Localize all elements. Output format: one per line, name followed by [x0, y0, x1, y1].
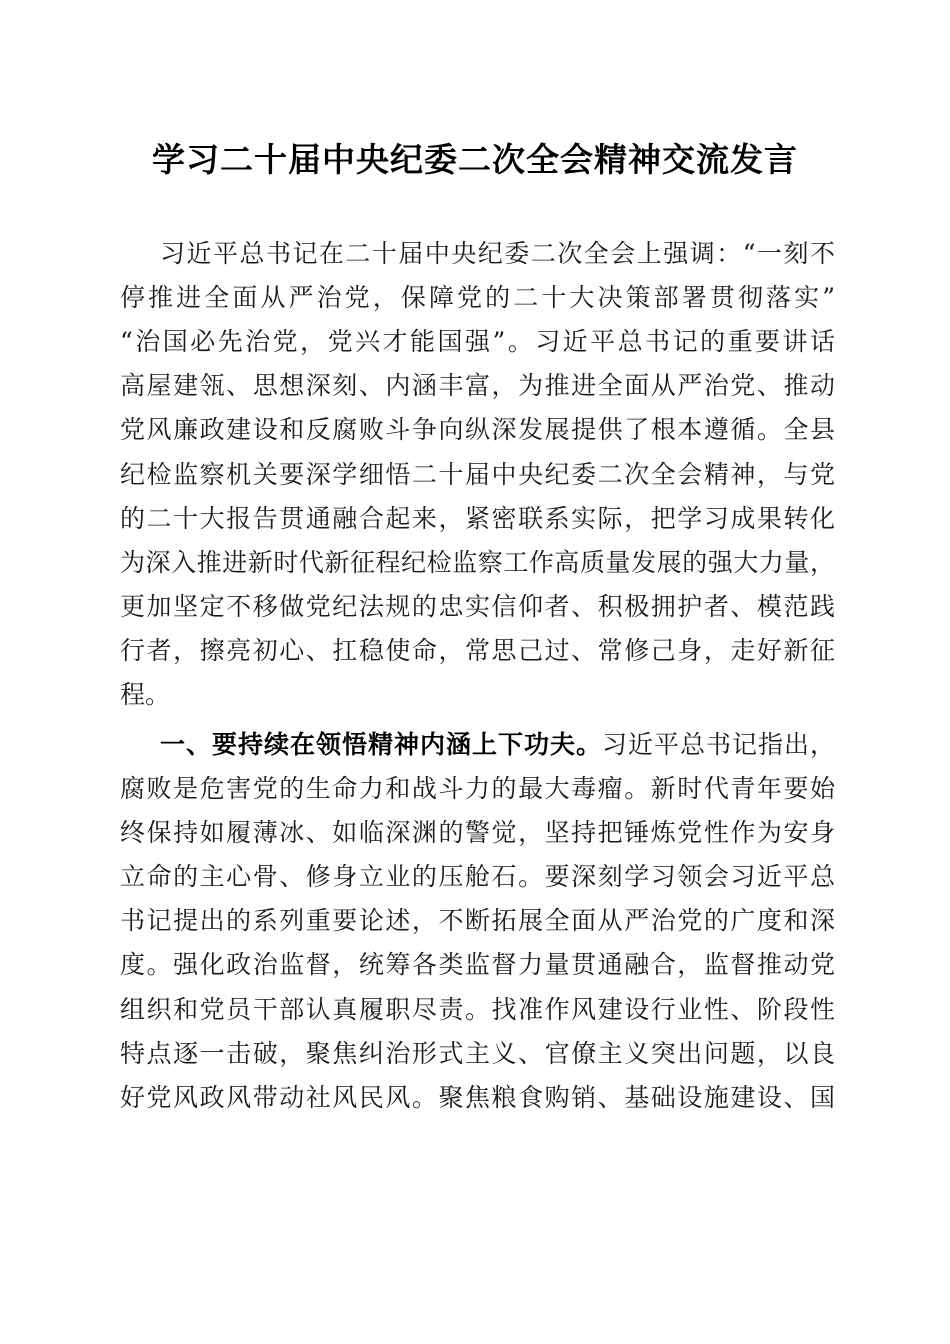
section-heading: 一、要持续在领悟精神内涵上下功夫。: [160, 730, 602, 759]
paragraph-2-line: 组织和党员干部认真履职尽责。找准作风建设行业性、阶段性: [120, 995, 835, 1024]
paragraph-1-line: 停推进全面从严治党，保障党的二十大决策部署贯彻落实”: [120, 283, 835, 312]
paragraph-1-line: 程。: [120, 680, 171, 709]
paragraph-2-line: 终保持如履薄冰、如临深渊的警觉，坚持把锤炼党性作为安身: [120, 818, 835, 847]
paragraph-2-line: 腐败是危害党的生命力和战斗力的最大毒瘤。新时代青年要始: [120, 774, 835, 803]
paragraph-1-line: 高屋建瓴、思想深刻、内涵丰富，为推进全面从严治党、推动: [120, 371, 835, 400]
paragraph-1-line: 的二十大报告贯通融合起来，紧密联系实际，把学习成果转化: [120, 504, 835, 533]
document-title: 学习二十届中央纪委二次全会精神交流发言: [152, 140, 798, 179]
paragraph-1-line: 更加坚定不移做党纪法规的忠实信仰者、积极拥护者、模范践: [120, 592, 835, 621]
section-heading-continuation: 习近平总书记指出，: [601, 730, 835, 759]
paragraph-2-line: 书记提出的系列重要论述，不断拓展全面从严治党的广度和深: [120, 906, 835, 935]
paragraph-1-line: 为深入推进新时代新征程纪检监察工作高质量发展的强大力量，: [120, 548, 835, 577]
paragraph-1-line: “治国必先治党，党兴才能国强”。习近平总书记的重要讲话: [120, 327, 835, 356]
paragraph-1-line: 习近平总书记在二十届中央纪委二次全会上强调：“一刻不: [160, 239, 835, 268]
paragraph-1-line: 党风廉政建设和反腐败斗争向纵深发展提供了根本遵循。全县: [120, 415, 835, 444]
paragraph-2-line: 立命的主心骨、修身立业的压舱石。要深刻学习领会习近平总: [120, 862, 835, 891]
paragraph-1-line: 行者，擦亮初心、扛稳使命，常思己过、常修己身，走好新征: [120, 636, 835, 665]
paragraph-1-line: 纪检监察机关要深学细悟二十届中央纪委二次全会精神，与党: [120, 460, 835, 489]
paragraph-2-first-line: [160, 722, 835, 767]
paragraph-2-line: 特点逐一击破，聚焦纠治形式主义、官僚主义突出问题，以良: [120, 1039, 835, 1068]
paragraph-2-line: 好党风政风带动社风民风。聚焦粮食购销、基础设施建设、国: [120, 1083, 835, 1112]
paragraph-2-line: 度。强化政治监督，统筹各类监督力量贯通融合，监督推动党: [120, 950, 835, 979]
